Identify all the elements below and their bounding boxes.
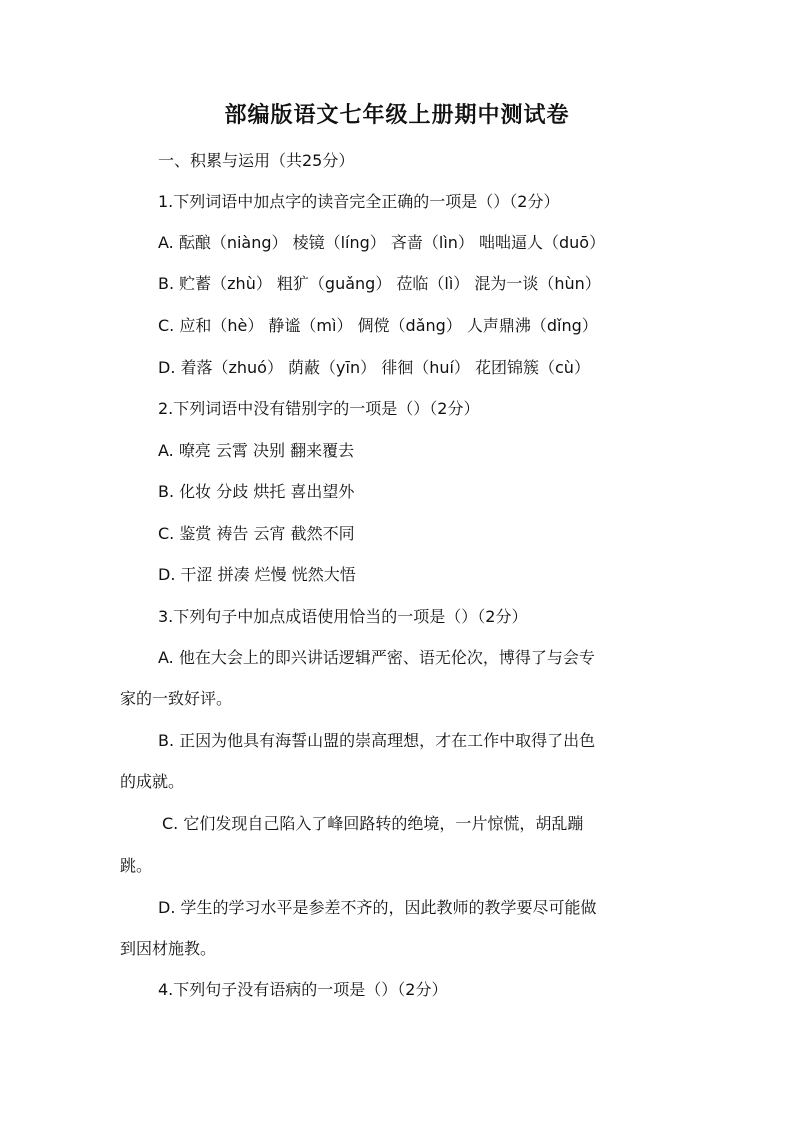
question-2-option-d: D. 干涩 拼凑 烂慢 恍然大悟 (158, 565, 356, 584)
question-2-option-b: B. 化妆 分歧 烘托 喜出望外 (158, 482, 355, 501)
question-2-option-c: C. 鉴赏 祷告 云宵 截然不同 (158, 524, 355, 543)
question-4-stem: 4.下列句子没有语病的一项是（）（2分） (158, 980, 448, 999)
question-1-option-c: C. 应和（hè） 静谧（mì） 倜傥（dǎng） 人声鼎沸（dǐng） (158, 316, 598, 335)
question-3-option-c-line1: C. 它们发现自己陷入了峰回路转的绝境，一片惊慌，胡乱蹦 (162, 814, 584, 833)
question-3-stem: 3.下列句子中加点成语使用恰当的一项是（）（2分） (158, 607, 528, 626)
page-title: 部编版语文七年级上册期中测试卷 (224, 103, 570, 128)
question-3-option-a-line1: A. 他在大会上的即兴讲话逻辑严密、语无伦次，博得了与会专 (158, 648, 595, 667)
question-3-option-b-line2: 的成就。 (120, 772, 185, 791)
question-1-option-a: A. 酝酿（niàng） 棱镜（líng） 吝啬（lìn） 咄咄逼人（duō） (158, 233, 606, 252)
question-1-stem: 1.下列词语中加点字的读音完全正确的一项是（）（2分） (158, 192, 560, 211)
question-3-option-c-line2: 跳。 (120, 856, 153, 875)
question-2-stem: 2.下列词语中没有错别字的一项是（）（2分） (158, 399, 480, 418)
question-3-option-a-line2: 家的一致好评。 (120, 689, 233, 708)
question-2-option-a: A. 嘹亮 云霄 决别 翻来覆去 (158, 441, 355, 460)
question-3-option-d-line2: 到因材施教。 (120, 939, 217, 958)
question-3-option-b-line1: B. 正因为他具有海誓山盟的崇高理想，才在工作中取得了出色 (158, 731, 596, 750)
question-3-option-d-line1: D. 学生的学习水平是参差不齐的，因此教师的教学要尽可能做 (158, 898, 597, 917)
question-1-option-b: B. 贮蓄（zhù） 粗犷（guǎng） 莅临（lì） 混为一谈（hùn） (158, 274, 601, 293)
section-heading: 一、积累与运用（共25分） (158, 151, 355, 170)
question-1-option-d: D. 着落（zhuó） 荫蔽（yīn） 徘徊（huí） 花团锦簇（cù） (158, 358, 590, 377)
